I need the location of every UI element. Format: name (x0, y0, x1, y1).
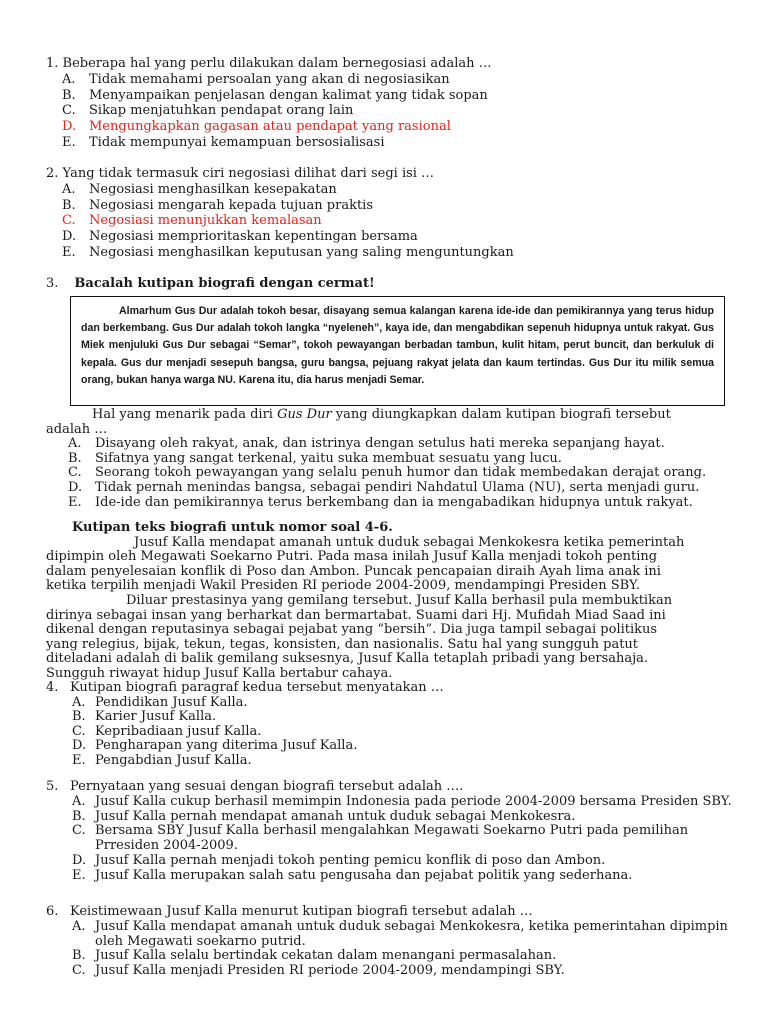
option (72, 949, 736, 964)
option-text: Jusuf Kalla pernah mendapat amanah untuk duduk sebagai Menkokesra. (95, 808, 576, 824)
option-letter: E. (62, 244, 76, 260)
biography-excerpt-box: Almarhum Gus Dur adalah tokoh besar, disayang semua kalangan karena ide-ide dan pemikirannya yang terus hidup dan berkembang. Gus Dur adalah tokoh langka “nyeleneh”, kaya ide, dan mengabdikan sepenuh hidupnya untuk rakyat. Gus Miek menjuluki Gus Dur sebagai “Semar”, tokoh pewayangan berbadan tambun, kulit hitam, perut buncit, dan berkuluk di kepala. Gus dur menjadi sesepuh bangsa, guru bangsa, pejuang rakyat jelata dan kaum tertindas. Gus Dur itu milik semua orang, bukan hanya warga NU. Karena itu, dia harus menjadi Semar. (70, 296, 725, 406)
option-letter: E. (72, 867, 86, 883)
question-3 (46, 276, 736, 292)
option-answer-highlighted (46, 119, 736, 135)
question-2-options (46, 182, 736, 261)
option (46, 72, 736, 88)
passage-line: ketika terpilih menjadi Wakil Presiden RI periode 2004-2009, mendampingi Presiden SBY. (46, 578, 641, 594)
option-text: Bersama SBY Jusuf Kalla berhasil mengalahkan Megawati Soekarno Putri pada pemilihan Prresiden 2004-2009. (95, 823, 689, 854)
option-letter: E. (68, 494, 82, 510)
option (46, 182, 736, 198)
question-1 (46, 56, 736, 151)
option-text: Tidak pernah menindas bangsa, sebagai pendiri Nahdatul Ulama (NU), serta menjadi guru. (95, 479, 700, 495)
option-text: Sikap menjatuhkan pendapat orang lain (89, 103, 354, 119)
question-6-options (72, 920, 736, 979)
passage-line: dalam penyelesaian konflik di Poso dan Ambon. Puncak pencapaian diraih Ayah lima anak ini (46, 563, 661, 579)
option-text: Pengharapan yang diterima Jusuf Kalla. (95, 738, 358, 754)
option-letter: C. (62, 103, 76, 119)
passage-line: Sungguh riwayat hidup Jusuf Kalla bertabur cahaya. (46, 665, 393, 681)
option (72, 824, 736, 854)
question-4 (46, 681, 726, 769)
passage-line: Jusuf Kalla mendapat amanah untuk duduk sebagai Menkokesra ketika pemerintah (134, 534, 685, 550)
question-3-intro-line-2: adalah … (46, 421, 108, 437)
option (72, 795, 736, 810)
option-text: Jusuf Kalla mendapat amanah untuk duduk sebagai Menkokesra, ketika pemerintahan dipimpin oleh Megawati soekarno putrid. (95, 918, 728, 949)
biography-passage (46, 520, 727, 682)
option (72, 696, 726, 711)
option-letter: A. (62, 71, 76, 87)
passage-line: Diluar prestasinya yang gemilang tersebut. Jusuf Kalla berhasil pula membuktikan (126, 592, 673, 608)
option-letter: E. (62, 134, 76, 150)
question-3-instruction: Bacalah kutipan biografi dengan cermat! (74, 276, 375, 291)
option-letter: A. (68, 436, 82, 452)
passage-title: Kutipan teks biografi untuk nomor soal 4-6. (72, 520, 393, 535)
option (72, 810, 736, 825)
option-letter: B. (72, 948, 86, 964)
option-letter: B. (72, 808, 86, 824)
question-4-stem (46, 681, 726, 696)
option-letter: D. (72, 738, 87, 754)
option-text: Jusuf Kalla cukup berhasil memimpin Indonesia pada periode 2004-2009 bersama Presiden SBY. (95, 793, 732, 809)
option-text: Negosiasi mengarah kepada tujuan praktis (89, 197, 374, 213)
option-letter: C. (68, 465, 82, 481)
option-text: Seorang tokoh pewayangan yang selalu penuh humor dan tidak membedakan derajat orang. (95, 465, 707, 481)
option (46, 245, 736, 261)
question-6-stem (46, 905, 736, 920)
option-letter: A. (72, 918, 86, 934)
passage-line: diteladani adalah di balik gemilang suksesnya, Jusuf Kalla tetaplah pribadi yang bersahaja. (46, 651, 649, 667)
option (68, 437, 726, 452)
option (46, 135, 736, 151)
question-text: Pernyataan yang sesuai dengan biografi tersebut adalah …. (70, 779, 464, 794)
passage-line: dipimpin oleh Megawati Soekarno Putri. Pada masa inilah Jusuf Kalla menjadi tokoh penting (46, 549, 658, 565)
option (72, 920, 736, 950)
option-letter: D. (68, 479, 83, 495)
option-letter: D. (62, 229, 77, 245)
question-3-options (68, 437, 726, 510)
option (68, 466, 726, 481)
option-letter: A. (62, 181, 76, 197)
option (72, 710, 726, 725)
question-3-intro (46, 408, 726, 437)
option-text: Negosiasi menghasilkan kesepakatan (89, 181, 337, 197)
question-4-options (72, 696, 726, 769)
question-text: Keistimewaan Jusuf Kalla menurut kutipan biografi tersebut adalah … (70, 904, 533, 919)
option-text: Pendidikan Jusuf Kalla. (95, 694, 248, 710)
option (46, 103, 736, 119)
question-number: 3. (46, 276, 59, 291)
option-letter: B. (62, 87, 76, 103)
option (72, 725, 726, 740)
question-3-body (46, 408, 726, 510)
option-text: Sifatnya yang sangat terkenal, yaitu suka membuat sesuatu yang lucu. (95, 450, 562, 466)
option-text: Negosiasi menunjukkan kemalasan (89, 213, 322, 229)
question-1-options (46, 72, 736, 151)
question-5-options (72, 795, 736, 884)
intro-text: yang diungkapkan dalam kutipan biografi tersebut (331, 407, 671, 422)
passage-line: dikenal dengan reputasinya sebagai pejabat yang “bersih”. Dia juga tampil sebagai politikus (46, 622, 658, 638)
option (68, 496, 726, 511)
passage-line: dirinya sebagai insan yang berharkat dan bermartabat. Suami dari Hj. Mufidah Miad Saad ini (46, 607, 666, 623)
intro-emphasis: Gus Dur (277, 407, 332, 422)
option-letter: D. (62, 119, 77, 135)
option-letter: D. (72, 852, 87, 868)
question-3-intro-line-1 (46, 408, 726, 423)
option-text: Negosiasi menghasilkan keputusan yang saling menguntungkan (89, 244, 514, 260)
option (72, 754, 726, 769)
option (46, 88, 736, 104)
question-number: 6. (46, 904, 59, 919)
question-2-stem: 2. Yang tidak termasuk ciri negosiasi dilihat dari segi isi … (46, 166, 435, 181)
option-text: Jusuf Kalla selalu bertindak cekatan dalam menangani permasalahan. (95, 948, 557, 964)
question-3-stem (46, 276, 736, 292)
option-text: Tidak mempunyai kemampuan bersosialisasi (89, 134, 385, 150)
option-text: Negosiasi memprioritaskan kepentingan bersama (89, 229, 418, 245)
option (72, 854, 736, 869)
option-text: Kepribadiaan jusuf Kalla. (95, 723, 262, 739)
option-text: Tidak memahami persoalan yang akan di negosiasikan (89, 71, 450, 87)
option-answer-highlighted (46, 213, 736, 229)
option-letter: E. (72, 752, 86, 768)
question-2 (46, 166, 736, 261)
option (72, 869, 736, 884)
passage-body (46, 534, 727, 682)
question-text: Kutipan biografi paragraf kedua tersebut menyatakan … (70, 680, 444, 695)
option-letter: C. (72, 723, 86, 739)
option-text: Jusuf Kalla pernah menjadi tokoh penting pemicu konflik di poso dan Ambon. (95, 852, 606, 868)
option-text: Mengungkapkan gagasan atau pendapat yang rasional (89, 119, 451, 135)
option-text: Ide-ide dan pemikirannya terus berkembang dan ia mengabadikan hidupnya untuk rakyat. (95, 494, 693, 510)
option-text: Jusuf Kalla merupakan salah satu pengusaha dan pejabat politik yang sederhana. (95, 867, 633, 883)
option-letter: B. (68, 450, 82, 466)
question-5-stem (46, 780, 736, 795)
option (46, 198, 736, 214)
intro-text: Hal yang menarik pada diri (92, 407, 278, 422)
option-text: Pengabdian Jusuf Kalla. (95, 752, 252, 768)
option (72, 739, 726, 754)
option (46, 229, 736, 245)
option-letter: B. (62, 197, 76, 213)
question-1-stem: 1. Beberapa hal yang perlu dilakukan dalam bernegosiasi adalah … (46, 56, 492, 71)
question-number: 4. (46, 680, 59, 695)
option (68, 452, 726, 467)
option-letter: C. (72, 823, 86, 839)
option (68, 481, 726, 496)
question-5 (46, 780, 736, 884)
option-text: Karier Jusuf Kalla. (95, 709, 217, 725)
option-letter: B. (72, 709, 86, 725)
question-number: 5. (46, 779, 59, 794)
option-text: Menyampaikan penjelasan dengan kalimat yang tidak sopan (89, 87, 488, 103)
passage-line: yang relegius, bijak, tekun, tegas, konsisten, dan nasionalis. Satu hal yang sungguh patut (46, 636, 639, 652)
option (72, 964, 736, 979)
question-6 (46, 905, 736, 979)
option-letter: A. (72, 694, 86, 710)
option-text: Disayang oleh rakyat, anak, dan istrinya dengan setulus hati mereka sepanjang hayat. (95, 436, 665, 452)
option-letter: C. (62, 213, 76, 229)
option-letter: A. (72, 793, 86, 809)
option-text: Jusuf Kalla menjadi Presiden RI periode 2004-2009, mendampingi SBY. (95, 963, 565, 979)
option-letter: C. (72, 963, 86, 979)
